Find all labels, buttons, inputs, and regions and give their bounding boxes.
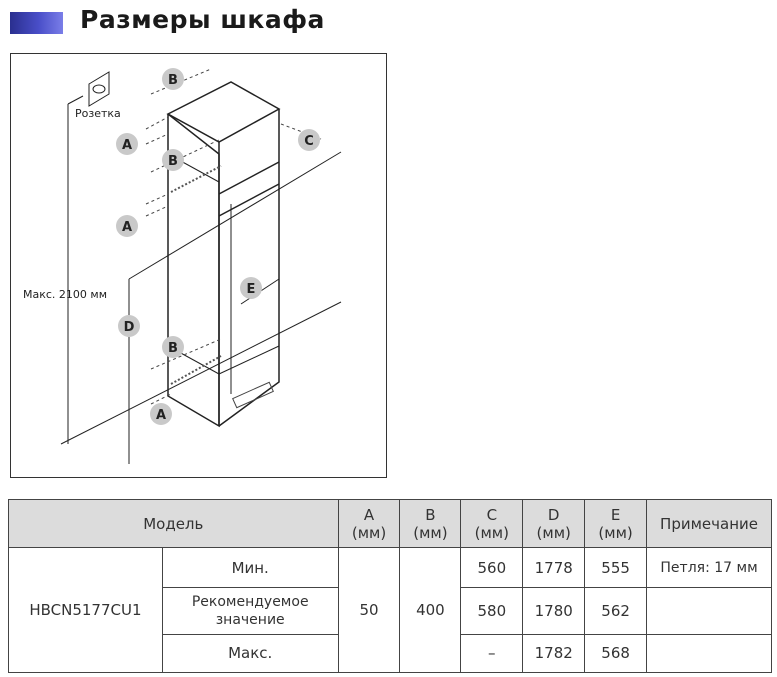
title-accent-bar [10, 12, 63, 34]
row-label: Рекомендуемое значение [162, 588, 338, 634]
marker-a-mid [116, 215, 138, 237]
svg-text:C: C [304, 134, 314, 149]
marker-b-top [162, 68, 184, 90]
row-label: Макс. [162, 634, 338, 672]
marker-b-mid [162, 149, 184, 171]
note-cell [647, 588, 772, 634]
d-value-cell: 1782 [523, 634, 585, 672]
cabinet-right-side [219, 109, 279, 426]
c-value-cell: 580 [461, 588, 523, 634]
svg-text:A: A [121, 220, 133, 235]
b-value-cell: 400 [400, 548, 461, 673]
d-value-cell: 1778 [523, 548, 585, 588]
e-value-cell: 555 [585, 548, 647, 588]
cabinet-diagram [10, 53, 387, 478]
header-model: Модель [9, 500, 339, 548]
note-cell [647, 634, 772, 672]
c-value-cell: 560 [461, 548, 523, 588]
svg-text:A: A [121, 138, 133, 153]
marker-d [118, 315, 140, 337]
svg-text:D: D [123, 320, 135, 335]
header-a: A (мм) [338, 500, 400, 548]
svg-text:A: A [155, 408, 167, 423]
cabinet-top [168, 82, 279, 142]
row-label: Мин. [162, 548, 338, 588]
svg-text:B: B [168, 73, 178, 88]
model-name-cell: HBCN5177CU1 [9, 548, 163, 673]
header-note: Примечание [647, 500, 772, 548]
dimensions-table [8, 499, 772, 673]
e-value-cell: 568 [585, 634, 647, 672]
header-b: B (мм) [400, 500, 461, 548]
max-height-label: Макс. 2100 мм [23, 288, 108, 301]
a-value-cell: 50 [338, 548, 400, 673]
marker-c [298, 129, 320, 151]
table-header-row [9, 500, 772, 548]
marker-a-top [116, 133, 138, 155]
d-value-cell: 1780 [523, 588, 585, 634]
note-cell: Петля: 17 мм [647, 548, 772, 588]
page-title: Размеры шкафа [80, 5, 325, 34]
svg-text:E: E [246, 282, 256, 297]
socket-icon [89, 72, 109, 106]
svg-text:B: B [168, 154, 178, 169]
cabinet-drawing [11, 54, 386, 477]
marker-a-low [150, 403, 172, 425]
header-c: C (мм) [461, 500, 523, 548]
marker-e [240, 277, 262, 299]
e-value-cell: 562 [585, 588, 647, 634]
marker-b-low [162, 336, 184, 358]
socket-label: Розетка [75, 107, 121, 120]
header-e: E (мм) [585, 500, 647, 548]
header-d: D (мм) [523, 500, 585, 548]
table-row [9, 548, 772, 588]
c-value-cell: – [461, 634, 523, 672]
svg-text:B: B [168, 341, 178, 356]
